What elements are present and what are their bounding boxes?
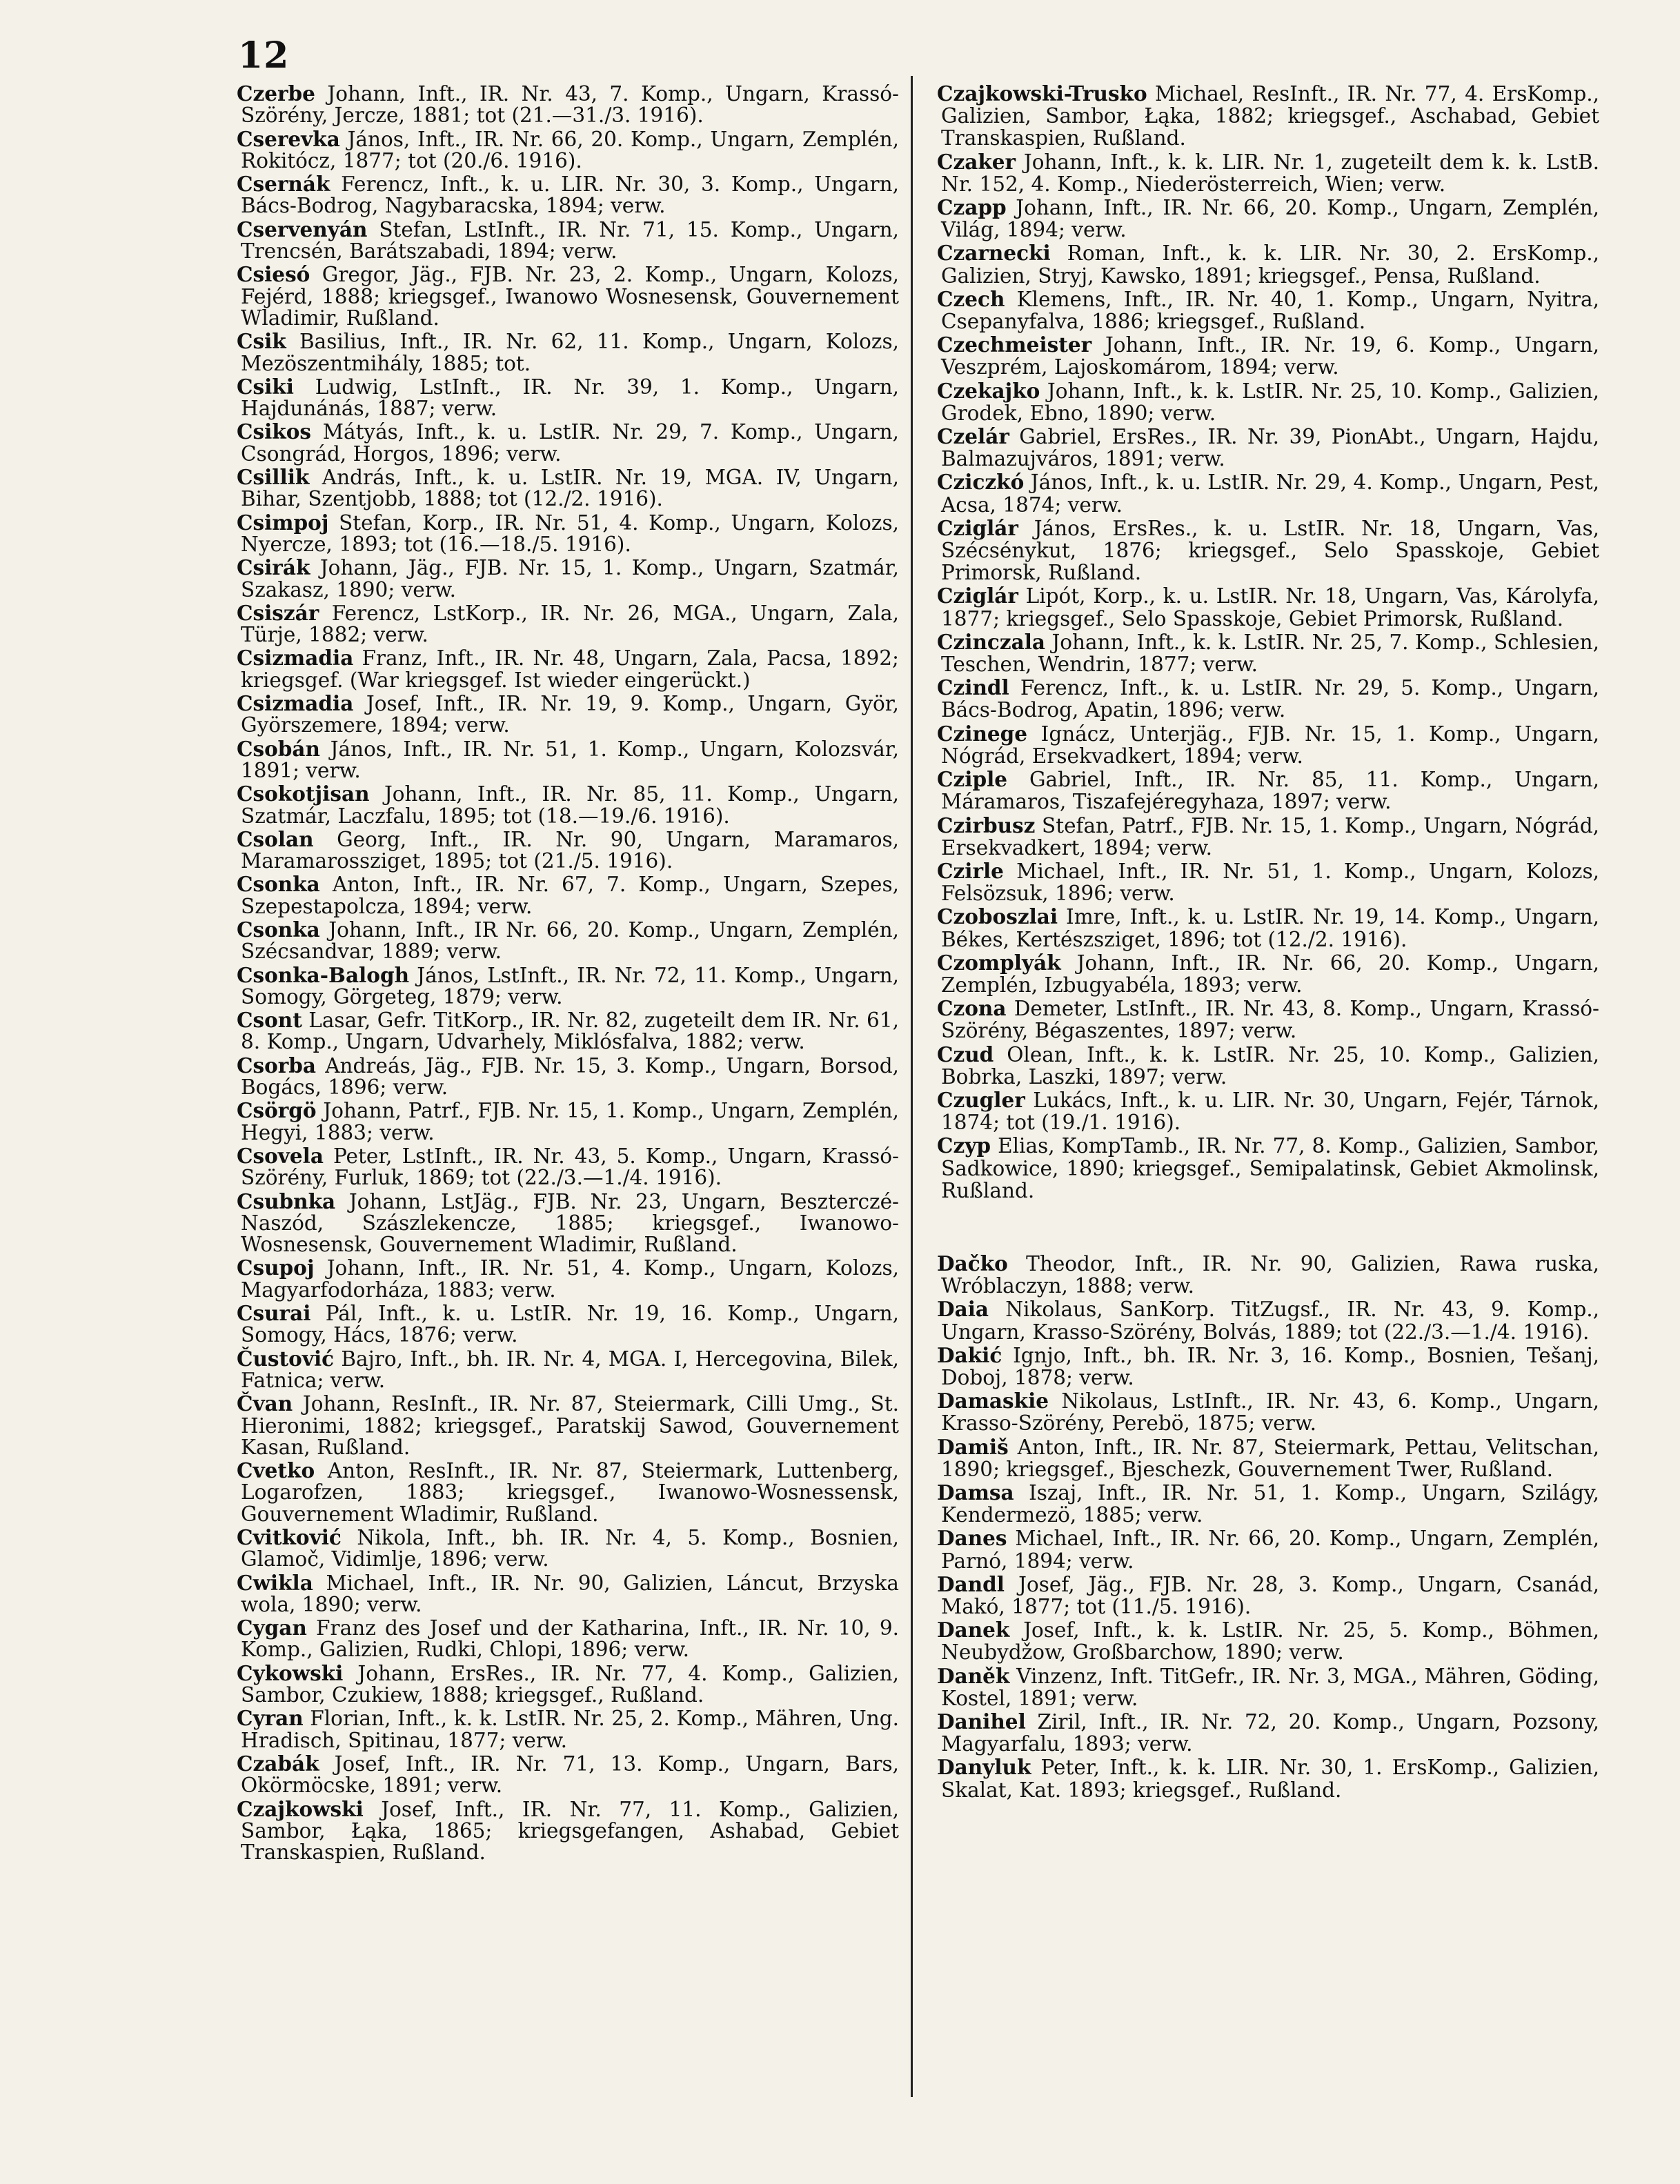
entry xyxy=(237,1257,899,1301)
entry xyxy=(937,768,1599,813)
entry-details: János, Inft., k. u. LstIR. Nr. 29, 4. Komp., Ungarn, Pest, Acsa, 1874; verw. xyxy=(941,470,1599,517)
entry-surname: Dačko xyxy=(937,1251,1008,1275)
entry-surname: Csolan xyxy=(237,826,314,851)
entry-surname: Csonka-Balogh xyxy=(237,962,410,987)
entry xyxy=(937,723,1599,767)
entry xyxy=(237,1302,899,1347)
entry xyxy=(237,693,899,737)
column-divider xyxy=(911,76,913,2097)
entry xyxy=(237,1662,899,1707)
page-number: 12 xyxy=(238,34,290,77)
entry-surname: Csörgö xyxy=(237,1098,317,1123)
entry-surname: Dakić xyxy=(937,1342,1002,1367)
entry-details: Johann, Patrf., FJB. Nr. 15, 1. Komp., Ungarn, Zemplén, Hegyi, 1883; verw. xyxy=(241,1099,899,1144)
entry-details: Johann, Inft., IR. Nr. 19, 6. Komp., Ungarn, Veszprém, Lajoskomárom, 1894; verw. xyxy=(941,333,1599,379)
entry-surname: Cziglár xyxy=(937,584,1018,608)
entry-details: Johann, Inft., IR. Nr. 85, 11. Komp., Ungarn, Szatmár, Laczfalu, 1895; tot (18.—19./6. 1916). xyxy=(241,782,899,828)
entry xyxy=(937,242,1599,286)
entry-details: Gabriel, ErsRes., IR. Nr. 39, PionAbt., Ungarn, Hajdu, Balmazujváros, 1891; verw. xyxy=(941,425,1599,471)
entry-surname: Csovela xyxy=(237,1143,324,1168)
entry-surname: Cvitković xyxy=(237,1525,342,1549)
entry-details: Josef, Jäg., FJB. Nr. 28, 3. Komp., Ungarn, Csanád, Makó, 1877; tot (11./5. 1916). xyxy=(941,1572,1599,1618)
entry xyxy=(237,1055,899,1099)
entry-details: Johann, Inft., k. k. LIR. Nr. 1, zugeteilt dem k. k. LstB. Nr. 152, 4. Komp., Niederösterreich, Wien; verw. xyxy=(941,150,1599,196)
entry-surname: Czona xyxy=(937,996,1007,1021)
entry xyxy=(237,873,899,917)
entry-details: Peter, LstInft., IR. Nr. 43, 5. Komp., Ungarn, Krassó-Szörény, Furluk, 1869; tot (22./3.—1./4. 1916). xyxy=(241,1144,899,1190)
entry xyxy=(937,1253,1599,1297)
entry xyxy=(937,151,1599,195)
entry xyxy=(937,197,1599,241)
entry-details: Iszaj, Inft., IR. Nr. 51, 1. Komp., Ungarn, Szilágy, Kendermezö, 1885; verw. xyxy=(941,1480,1599,1527)
entry xyxy=(237,647,899,691)
entry-surname: Csobán xyxy=(237,736,320,761)
entry-details: Ferencz, LstKorp., IR. Nr. 26, MGA., Ungarn, Zala, Türje, 1882; verw. xyxy=(241,601,899,647)
entry-details: Johann, ResInft., IR. Nr. 87, Steiermark, Cilli Umg., St. Hieronimi, 1882; kriegsgef., Paratskij Sawod, Gouvernement Kasan, Rußland. xyxy=(241,1392,899,1459)
entry xyxy=(237,1009,899,1053)
entry-surname: Csizmadia xyxy=(237,646,354,671)
entry-surname: Cservenyán xyxy=(237,217,368,241)
entry xyxy=(237,1527,899,1571)
entry xyxy=(937,1390,1599,1434)
entry-details: Ferencz, Inft., k. u. LIR. Nr. 30, 3. Komp., Ungarn, Bács-Bodrog, Nagybaracska, 1894; verw. xyxy=(241,172,899,218)
entry-details: Lasar, Gefr. TitKorp., IR. Nr. 82, zugeteilt dem IR. Nr. 61, 8. Komp., Ungarn, Udvarhely, Miklósfalva, 1882; verw. xyxy=(241,1009,899,1054)
entry-surname: Daněk xyxy=(937,1663,1010,1688)
entry-surname: Csonka xyxy=(237,917,320,942)
entry xyxy=(937,288,1599,332)
entry-details: Johann, Inft., k. k. LstIR. Nr. 25, 7. Komp., Schlesien, Teschen, Wendrin, 1877; verw. xyxy=(941,630,1599,677)
entry-surname: Czekajko xyxy=(937,378,1040,403)
entry-surname: Csorba xyxy=(237,1053,317,1078)
entry-surname: Cziglár xyxy=(937,515,1018,540)
entry-details: Demeter, LstInft., IR. Nr. 43, 8. Komp., Ungarn, Krassó-Szörény, Bégaszentes, 1897; verw. xyxy=(941,997,1599,1043)
entry-surname: Csubnka xyxy=(237,1189,336,1213)
entry xyxy=(237,330,899,375)
entry-details: Georg, Inft., IR. Nr. 90, Ungarn, Maramaros, Maramarossziget, 1895; tot (21./5. 1916). xyxy=(241,827,899,873)
entry xyxy=(937,1527,1599,1571)
entry-surname: Csonka xyxy=(237,872,320,897)
entry-details: Stefan, Patrf., FJB. Nr. 15, 1. Komp., Ungarn, Nógrád, Ersekvadkert, 1894; verw. xyxy=(941,813,1599,860)
entry xyxy=(237,783,899,827)
entry-surname: Csikos xyxy=(237,419,312,444)
entry-surname: Cvetko xyxy=(237,1458,315,1483)
entry xyxy=(237,1753,899,1797)
entry-surname: Csiesó xyxy=(237,262,310,287)
entry-details: Lipót, Korp., k. u. LstIR. Nr. 18, Ungarn, Vas, Károlyfa, 1877; kriegsgef., Selo Spasskoje, Gebiet Primorsk, Rußland. xyxy=(941,584,1599,631)
entry-details: Johann, Inft., IR. Nr. 51, 4. Komp., Ungarn, Kolozs, Magyarfodorháza, 1883; verw. xyxy=(241,1256,899,1302)
entry-details: Florian, Inft., k. k. LstIR. Nr. 25, 2. Komp., Mähren, Ung. Hradisch, Spitinau, 1877; verw. xyxy=(241,1707,899,1752)
entry-surname: Csiki xyxy=(237,374,294,399)
entry xyxy=(237,376,899,420)
entry-surname: Danyluk xyxy=(937,1755,1031,1780)
entry-surname: Czajkowski xyxy=(237,1796,364,1821)
entry xyxy=(937,517,1599,584)
entry-surname: Csiszár xyxy=(237,600,319,625)
entry-details: Gabriel, Inft., IR. Nr. 85, 11. Komp., Ungarn, Máramaros, Tiszafejéregyhaza, 1897; verw. xyxy=(941,768,1599,814)
entry-details: Michael, Inft., IR. Nr. 51, 1. Komp., Ungarn, Kolozs, Felsözsuk, 1896; verw. xyxy=(941,859,1599,906)
entry-details: Mátyás, Inft., k. u. LstIR. Nr. 29, 7. Komp., Ungarn, Csongrád, Horgos, 1896; verw. xyxy=(241,420,899,466)
entry-details: Klemens, Inft., IR. Nr. 40, 1. Komp., Ungarn, Nyitra, Csepanyfalva, 1886; kriegsgef., Rußland. xyxy=(941,287,1599,334)
entry-details: Johann, LstJäg., FJB. Nr. 23, Ungarn, Beszterczé-Naszód, Szászlekencze, 1885; kriegsgef., Iwanowo-Wosnesensk, Gouvernement Wladimir, Rußland. xyxy=(241,1189,899,1257)
entry xyxy=(937,1571,1599,1618)
entry xyxy=(937,585,1599,629)
entry-surname: Czugler xyxy=(937,1087,1025,1112)
entry xyxy=(237,1191,899,1256)
entry-surname: Cziczkó xyxy=(937,470,1025,495)
entry-details: Michael, Inft., IR. Nr. 90, Galizien, Láncut, Brzyska wola, 1890; verw. xyxy=(241,1571,899,1616)
entry xyxy=(937,426,1599,470)
entry-details: Michael, Inft., IR. Nr. 66, 20. Komp., Ungarn, Zemplén, Parnó, 1894; verw. xyxy=(941,1527,1599,1573)
entry-surname: Czud xyxy=(937,1042,994,1066)
entry-details: Theodor, Inft., IR. Nr. 90, Galizien, Rawa ruska, Wróblaczyn, 1888; verw. xyxy=(941,1251,1599,1298)
entry xyxy=(937,1711,1599,1755)
entry-surname: Czoboszlai xyxy=(937,904,1058,929)
entry xyxy=(937,1756,1599,1800)
entry-surname: Cserevka xyxy=(237,126,340,151)
entry-details: Elias, KompTamb., IR. Nr. 77, 8. Komp., Galizien, Sambor, Sadkowice, 1890; kriegsgef., Semipalatinsk, Gebiet Akmolinsk, Rußland. xyxy=(941,1134,1599,1202)
entry-details: Josef, Inft., k. k. LstIR. Nr. 25, 5. Komp., Böhmen, Neubydžow, Großbarchow, 1890; verw. xyxy=(941,1618,1599,1665)
entry-surname: Czinege xyxy=(937,721,1028,746)
entry-details: Johann, ErsRes., IR. Nr. 77, 4. Komp., Galizien, Sambor, Czukiew, 1888; kriegsgef., Rußland. xyxy=(241,1661,899,1707)
entry-surname: Czapp xyxy=(937,195,1007,220)
entry-details: Franz, Inft., IR. Nr. 48, Ungarn, Zala, Pacsa, 1892; kriegsgef. (War kriegsgef. Ist wieder eingerückt.) xyxy=(241,646,899,692)
entry-details: János, ErsRes., k. u. LstIR. Nr. 18, Ungarn, Vas, Szécsénykut, 1876; kriegsgef., Selo Spasskoje, Gebiet Primorsk, Rußland. xyxy=(941,516,1599,585)
entry-surname: Damsa xyxy=(937,1480,1014,1505)
entry-details: Josef, Inft., IR. Nr. 71, 13. Komp., Ungarn, Bars, Okörmöcske, 1891; verw. xyxy=(241,1751,899,1798)
entry xyxy=(237,1707,899,1751)
entry-details: Johann, Inft., k. k. LstIR. Nr. 25, 10. Komp., Galizien, Grodek, Ebno, 1890; verw. xyxy=(941,379,1599,425)
entry-details: Gregor, Jäg., FJB. Nr. 23, 2. Komp., Ungarn, Kolozs, Fejérd, 1888; kriegsgef., Iwanowo Wosnesensk, Gouvernement Wladimir, Rußland. xyxy=(241,263,899,330)
entry xyxy=(937,1135,1599,1202)
entry-details: Johann, Inft., IR. Nr. 66, 20. Komp., Ungarn, Zemplén, Izbugyabéla, 1893; verw. xyxy=(941,951,1599,997)
entry xyxy=(937,1665,1599,1709)
entry-surname: Csont xyxy=(237,1008,302,1033)
entry-surname: Czomplyák xyxy=(937,950,1061,975)
entry-surname: Čvan xyxy=(237,1391,293,1416)
entry-surname: Czerbe xyxy=(237,81,315,106)
entry-details: Stefan, LstInft., IR. Nr. 71, 15. Komp., Ungarn, Trencsén, Barátszabadi, 1894; verw. xyxy=(241,217,899,264)
entry-surname: Damiš xyxy=(937,1434,1009,1459)
entry-surname: Damaskie xyxy=(937,1389,1049,1413)
entry-surname: Danes xyxy=(937,1526,1007,1551)
entry xyxy=(937,1089,1599,1133)
entry-surname: Danek xyxy=(937,1618,1010,1642)
entry-details: Johann, Inft., IR. Nr. 43, 7. Komp., Ungarn, Krassó-Szörény, Jercze, 1881; tot (21.—31./3. 1916). xyxy=(241,82,899,128)
entry-details: János, Inft., IR. Nr. 51, 1. Komp., Ungarn, Kolozsvár, 1891; verw. xyxy=(241,737,899,782)
entry-surname: Cwikla xyxy=(237,1570,313,1595)
entry-surname: Czajkowski-Trusko xyxy=(937,81,1147,106)
entry xyxy=(237,83,899,127)
entry-surname: Csernák xyxy=(237,172,330,197)
entry-details: Roman, Inft., k. k. LIR. Nr. 30, 2. ErsKomp., Galizien, Stryj, Kawsko, 1891; kriegsgef., Pensa, Rußland. xyxy=(941,241,1599,288)
entry xyxy=(237,173,899,217)
entry-details: Basilius, Inft., IR. Nr. 62, 11. Komp., Ungarn, Kolozs, Mezöszentmihály, 1885; tot. xyxy=(241,330,899,375)
entry-surname: Csirák xyxy=(237,555,310,580)
entry-surname: Čustović xyxy=(237,1346,335,1371)
entry xyxy=(237,557,899,601)
entry xyxy=(937,677,1599,721)
entry xyxy=(937,997,1599,1042)
entry-surname: Csizmadia xyxy=(237,691,354,716)
entry xyxy=(237,264,899,329)
entry-details: Franz des Josef und der Katharina, Inft., IR. Nr. 10, 9. Komp., Galizien, Rudki, Chlopi, 1896; verw. xyxy=(241,1616,899,1662)
entry-surname: Czarnecki xyxy=(937,241,1051,266)
entry xyxy=(937,860,1599,904)
entry-details: Bajro, Inft., bh. IR. Nr. 4, MGA. I, Hercegovina, Bilek, Fatnica; verw. xyxy=(241,1347,899,1392)
entry xyxy=(237,219,899,263)
entry xyxy=(937,631,1599,675)
entry-surname: Csokotjisan xyxy=(237,782,370,806)
entry-details: Andreás, Jäg., FJB. Nr. 15, 3. Komp., Ungarn, Borsod, Bogács, 1896; verw. xyxy=(241,1053,899,1100)
entry-surname: Czaker xyxy=(937,149,1016,174)
entry xyxy=(937,1044,1599,1088)
entry-details: Anton, Inft., IR. Nr. 87, Steiermark, Pettau, Velitschan, 1890; kriegsgef., Bjeschezk, Gouvernement Twer, Rußland. xyxy=(941,1435,1599,1481)
entry-surname: Cyran xyxy=(237,1706,304,1731)
entry xyxy=(237,1145,899,1189)
entry-details: Josef, Inft., IR. Nr. 19, 9. Komp., Ungarn, Györ, Györszemere, 1894; verw. xyxy=(241,692,899,737)
entry xyxy=(237,1393,899,1458)
entry-surname: Cygan xyxy=(237,1616,307,1640)
entry-details: János, Inft., IR. Nr. 66, 20. Komp., Ungarn, Zemplén, Rokitócz, 1877; tot (20./6. 1916). xyxy=(241,127,899,172)
entry xyxy=(237,602,899,646)
entry xyxy=(237,828,899,873)
entry xyxy=(237,1798,899,1864)
entry xyxy=(937,380,1599,424)
entry xyxy=(937,1436,1599,1480)
entry-surname: Czinczala xyxy=(937,629,1046,654)
entry-surname: Czindl xyxy=(937,675,1009,700)
entry-details: Ignjo, Inft., bh. IR. Nr. 3, 16. Komp., Bosnien, Tešanj, Doboj, 1878; verw. xyxy=(941,1343,1599,1389)
entry-surname: Czelár xyxy=(937,424,1009,449)
entry-details: Nikola, Inft., bh. IR. Nr. 4, 5. Komp., Bosnien, Glamoč, Vidimlje, 1896; verw. xyxy=(241,1526,899,1571)
section-gap xyxy=(937,1203,1599,1253)
entry-details: Johann, Inft., IR Nr. 66, 20. Komp., Ungarn, Zemplén, Szécsandvar, 1889; verw. xyxy=(241,917,899,964)
entry xyxy=(237,1100,899,1144)
entry xyxy=(237,1617,899,1661)
entry-details: Anton, Inft., IR. Nr. 67, 7. Komp., Ungarn, Szepes, Szepestapolcza, 1894; verw. xyxy=(241,873,899,918)
entry xyxy=(237,1348,899,1392)
entry xyxy=(937,815,1599,859)
entry-surname: Dandl xyxy=(937,1571,1005,1596)
entry-details: Ziril, Inft., IR. Nr. 72, 20. Komp., Ungarn, Pozsony, Magyarfalu, 1893; verw. xyxy=(941,1710,1599,1756)
right-column xyxy=(937,83,1599,1803)
entry-surname: Daia xyxy=(937,1297,989,1322)
entry xyxy=(237,512,899,556)
entry-details: Josef, Inft., IR. Nr. 77, 11. Komp., Galizien, Sambor, Łąka, 1865; kriegsgefangen, Ashabad, Gebiet Transkaspien, Rußland. xyxy=(241,1797,899,1865)
entry xyxy=(937,83,1599,150)
entry-surname: Danihel xyxy=(937,1709,1026,1734)
entry-surname: Csupoj xyxy=(237,1255,315,1280)
entry xyxy=(937,952,1599,996)
entry xyxy=(237,919,899,963)
entry xyxy=(937,1344,1599,1389)
entry-details: Nikolaus, SanKorp. TitZugsf., IR. Nr. 43, 9. Komp., Ungarn, Krasso-Szörény, Bolvás, 1889; tot (22./3.—1./4. 1916). xyxy=(941,1298,1599,1344)
entry xyxy=(937,1482,1599,1526)
entry xyxy=(237,1460,899,1525)
entry-details: Ferencz, Inft., k. u. LstIR. Nr. 29, 5. Komp., Ungarn, Bács-Bodrog, Apatin, 1896; verw. xyxy=(941,676,1599,722)
entry-surname: Csurai xyxy=(237,1301,311,1326)
entry-details: Michael, ResInft., IR. Nr. 77, 4. ErsKomp., Galizien, Sambor, Łąka, 1882; kriegsgef., Aschabad, Gebiet Transkaspien, Rußland. xyxy=(941,82,1599,150)
entry-surname: Czyp xyxy=(937,1133,991,1158)
entry-surname: Czechmeister xyxy=(937,332,1092,357)
entry xyxy=(237,964,899,1009)
entry-details: Olean, Inft., k. k. LstIR. Nr. 25, 10. Komp., Galizien, Bobrka, Laszki, 1897; verw. xyxy=(941,1042,1599,1089)
entry-details: Peter, Inft., k. k. LIR. Nr. 30, 1. ErsKomp., Galizien, Skalat, Kat. 1893; kriegsgef., Rußland. xyxy=(941,1756,1599,1802)
entry-surname: Csik xyxy=(237,329,286,354)
entry-surname: Csimpoj xyxy=(237,510,329,535)
entry xyxy=(237,1572,899,1616)
entry xyxy=(937,334,1599,378)
entry xyxy=(937,1298,1599,1342)
entry-details: Johann, Jäg., FJB. Nr. 15, 1. Komp., Ungarn, Szatmár, Szakasz, 1890; verw. xyxy=(241,556,899,602)
entry-details: András, Inft., k. u. LstIR. Nr. 19, MGA. IV, Ungarn, Bihar, Szentjobb, 1888; tot (12./2. 1916). xyxy=(241,466,899,511)
entry xyxy=(237,738,899,782)
entry-details: Vinzenz, Inft. TitGefr., IR. Nr. 3, MGA., Mähren, Göding, Kostel, 1891; verw. xyxy=(941,1664,1599,1710)
entry-details: Stefan, Korp., IR. Nr. 51, 4. Komp., Ungarn, Kolozs, Nyercze, 1893; tot (16.—18./5. 1916). xyxy=(241,510,899,556)
entry-surname: Czech xyxy=(937,286,1005,311)
left-column xyxy=(237,83,899,1865)
entry xyxy=(937,906,1599,950)
entry-surname: Czabák xyxy=(237,1751,319,1776)
entry xyxy=(937,1619,1599,1663)
entry xyxy=(237,128,899,172)
entry-surname: Cykowski xyxy=(237,1660,344,1685)
entry-surname: Czirle xyxy=(937,858,1004,883)
entry-details: Johann, Inft., IR. Nr. 66, 20. Komp., Ungarn, Zemplén, Világ, 1894; verw. xyxy=(941,196,1599,242)
entry-details: Pál, Inft., k. u. LstIR. Nr. 19, 16. Komp., Ungarn, Somogy, Hács, 1876; verw. xyxy=(241,1302,899,1347)
entry-details: Anton, ResInft., IR. Nr. 87, Steiermark, Luttenberg, Logarofzen, 1883; kriegsgef., Iwanowo-Wosnessensk, Gouvernement Wladimir, Rußland. xyxy=(241,1459,899,1526)
entry-details: János, LstInft., IR. Nr. 72, 11. Komp., Ungarn, Somogy, Görgeteg, 1879; verw. xyxy=(241,963,899,1009)
entry xyxy=(937,471,1599,515)
entry-details: Lukács, Inft., k. u. LIR. Nr. 30, Ungarn, Fejér, Tárnok, 1874; tot (19./1. 1916). xyxy=(941,1088,1599,1135)
entry-details: Ignácz, Unterjäg., FJB. Nr. 15, 1. Komp., Ungarn, Nógrád, Ersekvadkert, 1894; verw. xyxy=(941,722,1599,768)
entry-surname: Cziple xyxy=(937,767,1008,792)
entry xyxy=(237,466,899,510)
entry-details: Ludwig, LstInft., IR. Nr. 39, 1. Komp., Ungarn, Hajdunánás, 1887; verw. xyxy=(241,375,899,421)
entry-details: Nikolaus, LstInft., IR. Nr. 43, 6. Komp., Ungarn, Krasso-Szörény, Perebö, 1875; verw. xyxy=(941,1389,1599,1436)
entry-surname: Czirbusz xyxy=(937,813,1036,837)
entry-details: Imre, Inft., k. u. LstIR. Nr. 19, 14. Komp., Ungarn, Békes, Kertészsziget, 1896; tot (12./2. 1916). xyxy=(941,905,1599,951)
entry-surname: Csillik xyxy=(237,465,310,490)
entry xyxy=(237,421,899,465)
